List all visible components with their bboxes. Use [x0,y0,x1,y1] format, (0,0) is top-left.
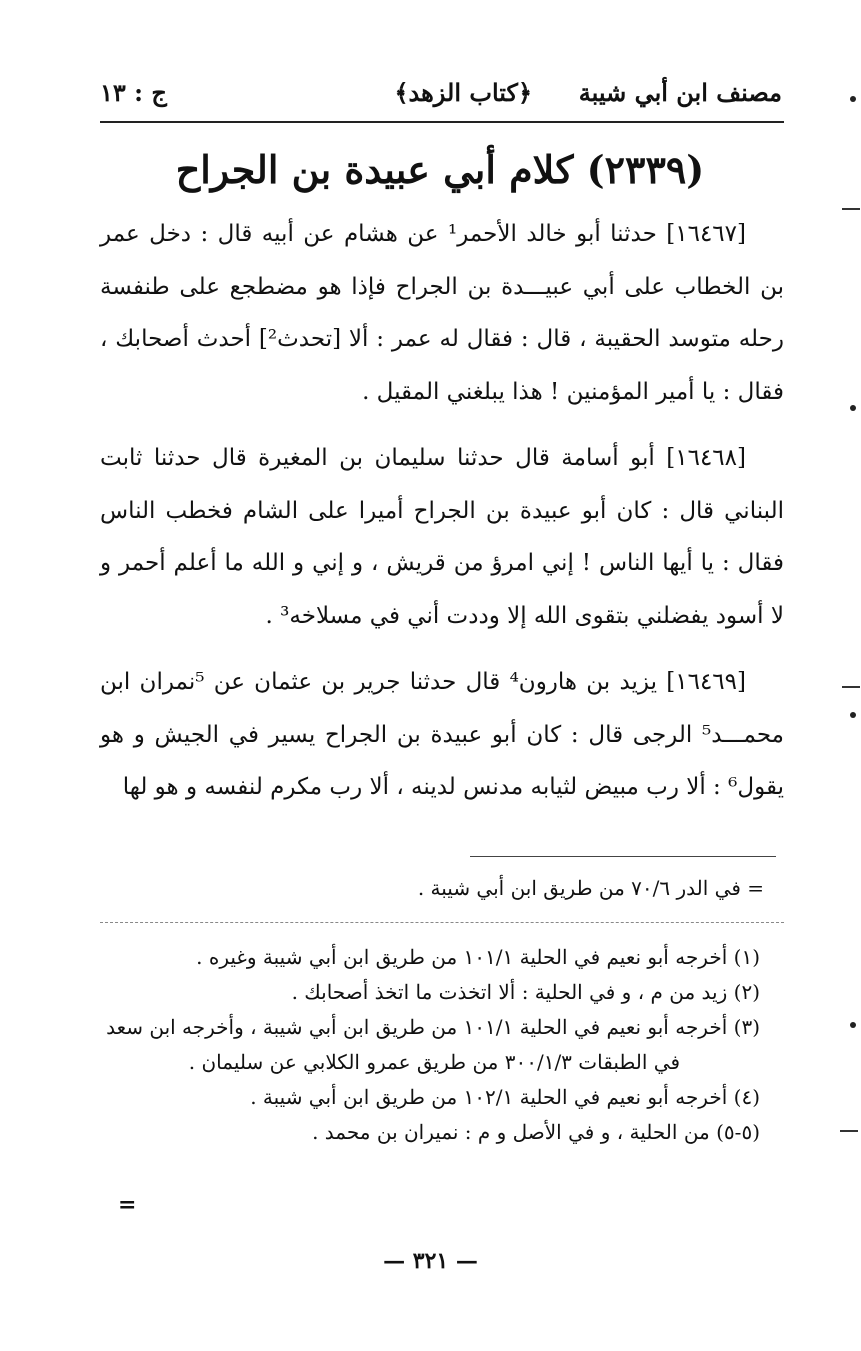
margin-dot [850,96,856,102]
footnotes [100,940,760,1150]
footnote: (٢) زيد من م ، و في الحلية : ألا اتخذت ما اتخذ أصحابك . [291,980,760,1004]
footnote: (٤) أخرجه أبو نعيم في الحلية ١٠٢/١ من طريق ابن أبي شيبة . [250,1085,760,1109]
footnote: (٥-٥) من الحلية ، و في الأصل و م : نميران بن محمد . [312,1120,760,1144]
footnote: (١) أخرجه أبو نعيم في الحلية ١٠١/١ من طريق ابن أبي شيبة وغيره . [196,945,760,969]
hadith-paragraph: [١٦٤٦٧] حدثنا أبو خالد الأحمر¹ عن هشام عن أبيه قال : دخل عمر بن الخطاب على أبي عبيـــدة بن الجراح فإذا هو مضطجع على طنفسة رحله متوسد الحقيبة ، قال : فقال له عمر : ألا [تحدث²] أحدث أصحابك ، فقال : يا أمير المؤمنين ! هذا يبلغني المقيل . [100,221,784,405]
margin-tick [842,208,860,210]
margin-tick [840,1130,858,1132]
footnote: (٣) أخرجه أبو نعيم في الحلية ١٠١/١ من طريق ابن أبي شيبة ، وأخرجه ابن سعد [106,1015,760,1039]
header-volume: ج : ١٣ [100,78,167,107]
hadith-paragraph: [١٦٤٦٩] يزيد بن هارون⁴ قال حدثنا جرير بن عثمان عن ⁵نمران ابن محمـــد⁵ الرجى قال : كان أبو عبيدة بن الجراح يسير في الجيش و هو يقول⁶ : ألا رب مبيض لثيابه مدنس لدينه ، ألا رب مكرم لنفسه و هو لها [100,669,784,800]
section-title: (٢٣٣٩) كلام أبي عبيدة بن الجراح [175,147,705,192]
hadith-paragraph: [١٦٤٦٨] أبو أسامة قال حدثنا سليمان بن المغيرة قال حدثنا ثابت البناني قال : كان أبو عبيدة بن الجراح أميرا على الشام فخطب الناس فقال : يا أيها الناس ! إني امرؤ من قريش ، و إني و الله ما أعلم أحمر و لا أسود يفضلني بتقوى الله إلا وددت أني في مسلاخه³ . [100,445,784,629]
footnote-separator [470,856,776,857]
continued-footnote: = في الدر ٧٠/٦ من طريق ابن أبي شيبة . [417,876,764,900]
running-header [100,70,790,120]
main-text [100,208,784,828]
margin-dot [850,1022,856,1028]
header-book-title: مصنف ابن أبي شيبة [578,78,782,107]
page-number: — ٣٢١ — [383,1248,478,1274]
footnote-continuation: في الطبقات ٣٠٠/١/٣ من طريق عمرو الكلابي عن سليمان . [188,1050,680,1074]
footnote-continue-mark: = [118,1192,137,1218]
header-chapter-title: ﴿كتاب الزهد﴾ [394,78,532,107]
margin-dot [850,712,856,718]
margin-tick [842,686,860,688]
header-rule [100,121,784,123]
footnote-separator-dashed [100,922,784,924]
margin-dot [850,405,856,411]
